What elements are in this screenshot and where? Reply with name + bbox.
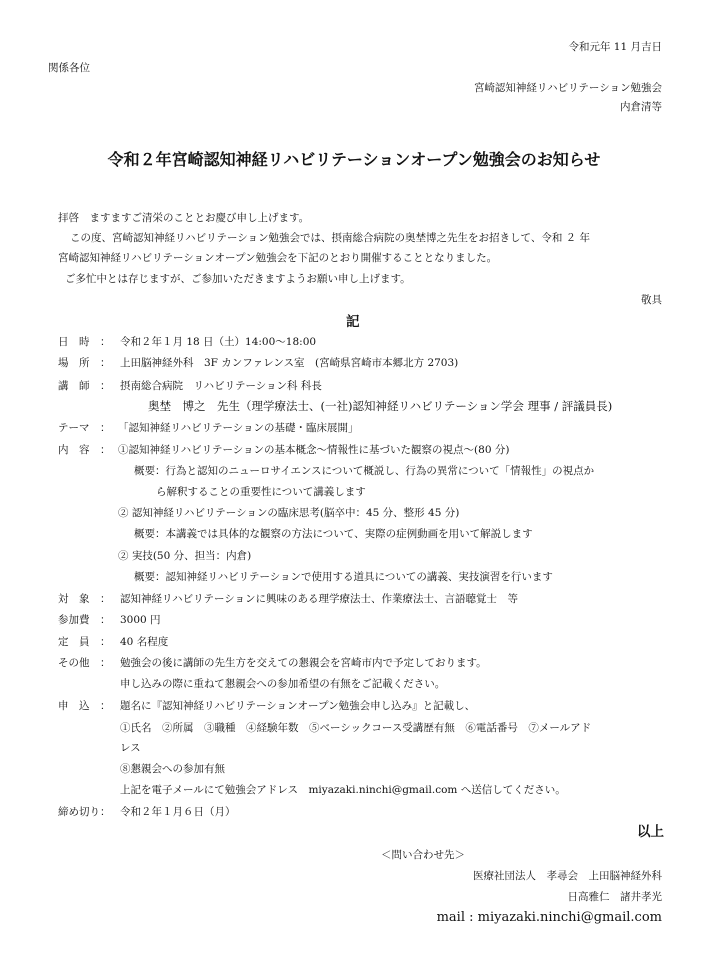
fee-label: 参加費 ： xyxy=(58,614,111,626)
contact-heading: ＜問い合わせ先＞ xyxy=(381,849,465,861)
lecturer-affiliation: 摂南総合病院 リハビリテーション科 科長 xyxy=(120,380,322,392)
content-item-3-desc: 概要：認知神経リハビリテーションで使用する道具についての講義、実技演習を行います xyxy=(134,571,553,583)
target-label: 対 象 ： xyxy=(58,593,111,605)
content-item-2: ② 認知神経リハビリテーションの臨床思考(脳卒中：45 分、整形 45 分) xyxy=(118,507,460,519)
ki-heading: 記 xyxy=(346,314,360,330)
place-value: 上田脳神経外科 3F カンファレンス室 (宮崎県宮崎市本郷北方 2703) xyxy=(120,357,459,369)
content-item-2-desc: 概要：本講義では具体的な観察の方法について、実際の症例動画を用いて解説します xyxy=(134,528,533,540)
recipient: 関係各位 xyxy=(48,62,90,74)
capacity-value: 40 名程度 xyxy=(120,636,169,648)
contact-organization: 医療社団法人 孝尋会 上田脳神経外科 xyxy=(473,870,662,882)
apply-items-line-1: ①氏名 ②所属 ③職種 ④経験年数 ⑤ベーシックコース受講歴有無 ⑥電話番号 ⑦メールアド xyxy=(120,722,592,734)
intro-body-line3: ご多忙中とは存じますが、ご参加いただきますようお願い申し上げます。 xyxy=(65,273,411,285)
theme-label: テーマ ： xyxy=(58,422,111,434)
apply-items-line-3: ⑧懇親会への参加有無 xyxy=(120,763,225,775)
contact-names: 日高雅仁 諸井孝光 xyxy=(567,891,662,903)
lecturer-name: 奥埜 博之 先生（理学療法士、(一社)認知神経リハビリテーション学会 理事 / 評議員長) xyxy=(148,399,613,413)
date-label: 日 時 ： xyxy=(58,336,111,348)
apply-label: 申 込 ： xyxy=(58,700,111,712)
other-line-2: 申し込みの際に重ねて懇親会への参加希望の有無をご記載ください。 xyxy=(120,678,446,690)
intro-body-line2: 宮崎認知神経リハビリテーションオープン勉強会を下記のとおり開催することとなりました。 xyxy=(58,252,498,264)
page-title: 令和２年宮崎認知神経リハビリテーションオープン勉強会のお知らせ xyxy=(107,150,601,169)
place-label: 場 所 ： xyxy=(58,357,111,369)
apply-line-1: 題名に『認知神経リハビリテーションオープン勉強会申し込み』と記載し、 xyxy=(120,700,476,712)
target-value: 認知神経リハビリテーションに興味のある理学療法士、作業療法士、言語聴覚士 等 xyxy=(120,593,519,605)
intro-greeting: 拝啓 ますますご清栄のこととお慶び申し上げます。 xyxy=(58,212,310,224)
contact-email: mail : miyazaki.ninchi@gmail.com xyxy=(436,910,662,925)
fee-value: 3000 円 xyxy=(120,614,161,626)
closing-keigu: 敬具 xyxy=(641,294,662,306)
content-label: 内 容 ： xyxy=(58,444,111,456)
deadline-value: 令和２年１月６日（月） xyxy=(120,806,236,818)
content-item-1-desc-line1: 概要：行為と認知のニューロサイエンスについて概説し、行為の異常について「情報性」の視点か xyxy=(134,465,595,477)
other-line-1: 勉強会の後に講師の先生方を交えての懇親会を宮崎市内で予定しております。 xyxy=(120,657,487,669)
content-item-1: ①認知神経リハビリテーションの基本概念～情報性に基づいた観察の視点～(80 分) xyxy=(118,444,510,456)
document-date: 令和元年 11 月吉日 xyxy=(568,41,662,53)
lecturer-label: 講 師 ： xyxy=(58,380,111,392)
ijou-closing: 以上 xyxy=(637,824,664,840)
intro-body-line1: この度、宮崎認知神経リハビリテーション勉強会では、摂南総合病院の奥埜博之先生をお招きして、令和 ２ 年 xyxy=(70,232,591,244)
apply-send-instruction: 上記を電子メールにて勉強会アドレス miyazaki.ninchi@gmail.com へ送信してください。 xyxy=(120,784,566,796)
other-label: その他 ： xyxy=(58,657,111,669)
deadline-label: 締め切り： xyxy=(58,806,111,818)
sender-name: 内倉清等 xyxy=(620,101,662,113)
theme-value: 「認知神経リハビリテーションの基礎・臨床展開」 xyxy=(118,422,359,434)
content-item-1-desc-line2: ら解釈することの重要性について講義します xyxy=(156,486,366,498)
content-item-3: ② 実技(50 分、担当：内倉) xyxy=(118,550,252,562)
date-value: 令和２年１月 18 日（土）14:00～18:00 xyxy=(120,336,317,348)
capacity-label: 定 員 ： xyxy=(58,636,111,648)
apply-items-line-2: レス xyxy=(120,742,141,754)
sender-organization: 宮崎認知神経リハビリテーション勉強会 xyxy=(473,82,662,94)
